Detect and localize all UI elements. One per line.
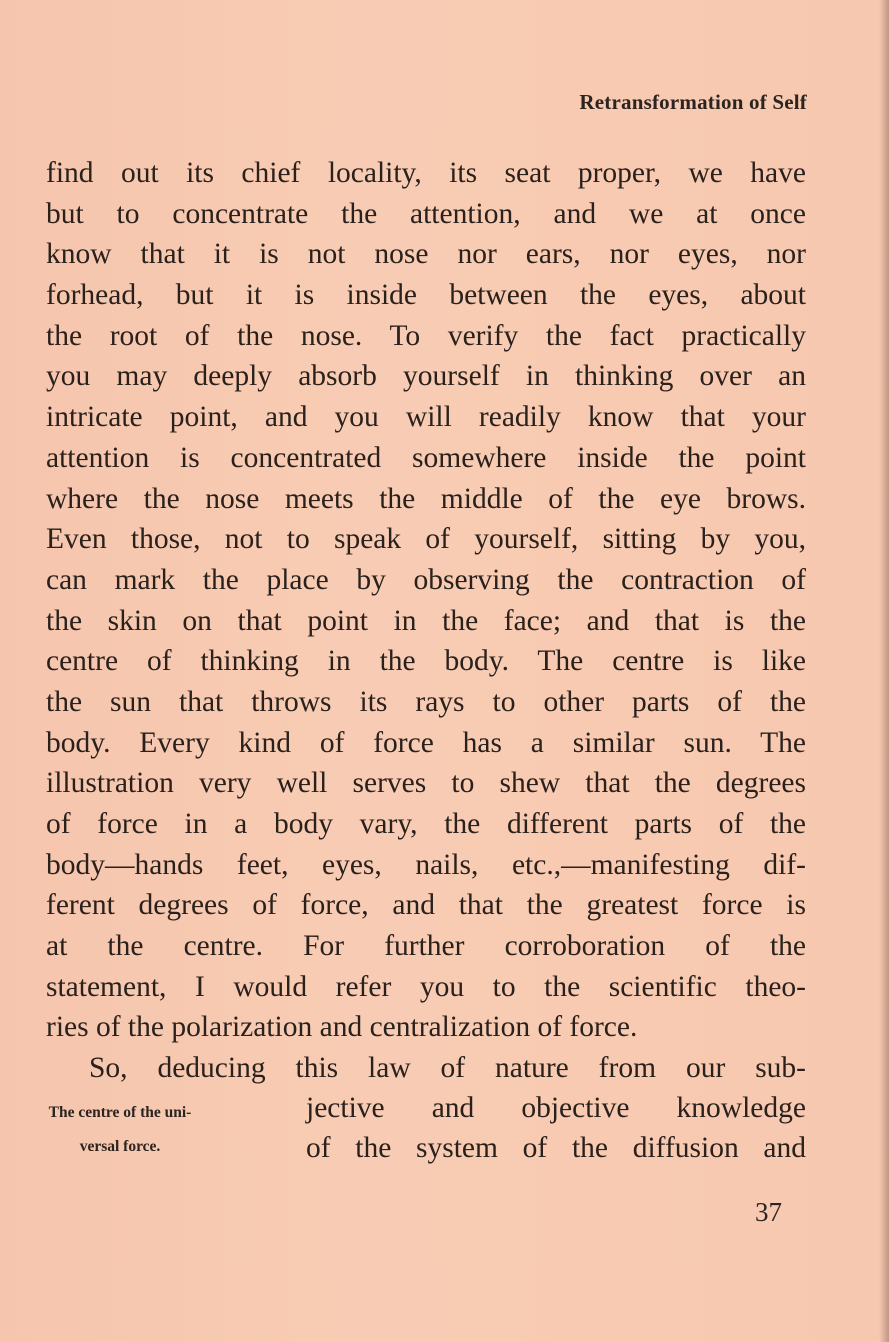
text-line: Even those, not to speak of yourself, sitting by you, (46, 523, 806, 556)
text-line: at the centre. For further corroboration of the (46, 930, 806, 963)
margin-note-line: The centre of the uni- (48, 1104, 192, 1121)
text-line: jective and objective knowledge (306, 1092, 806, 1124)
text-line: find out its chief locality, its seat proper, we have (46, 157, 806, 189)
text-line: ferent degrees of force, and that the greatest force is (46, 889, 806, 922)
text-line: ries of the polarization and centralization of force. (46, 1011, 638, 1044)
text-line: can mark the place by observing the contraction of (46, 563, 806, 596)
text-line: centre of thinking in the body. The centre is like (46, 645, 806, 678)
text-line: attention is concentrated somewhere inside the point (46, 441, 806, 474)
text-line: body—hands feet, eyes, nails, etc.,—manifesting dif- (46, 848, 806, 881)
text-line: of force in a body vary, the different parts of the (46, 808, 806, 840)
text-line: where the nose meets the middle of the eye brows. (46, 482, 806, 515)
text-line: the root of the nose. To verify the fact practically (46, 319, 806, 352)
margin-note-line: versal force. (79, 1138, 161, 1155)
text-line: the sun that throws its rays to other parts of the (46, 685, 806, 718)
paragraph-2-first-line: So, deducing this law of nature from our sub- (89, 1052, 806, 1085)
text-line: body. Every kind of force has a similar sun. The (46, 726, 806, 759)
text-line: you may deeply absorb yourself in thinking over an (46, 360, 806, 393)
text-line: forhead, but it is inside between the eyes, about (46, 279, 806, 312)
text-line: know that it is not nose nor ears, nor eyes, nor (46, 238, 806, 271)
text-line: of the system of the diffusion and (306, 1132, 806, 1164)
page-edge-shadow (879, 0, 889, 1342)
text-line: the skin on that point in the face; and that is the (46, 604, 806, 637)
text-line: illustration very well serves to shew that the degrees (46, 767, 806, 800)
paragraph-1 (46, 153, 806, 1089)
text-line: but to concentrate the attention, and we at once (46, 197, 806, 230)
text-line: intricate point, and you will readily know that your (46, 401, 806, 434)
page-number: 37 (755, 1197, 782, 1227)
text-line: statement, I would refer you to the scientific theo- (46, 970, 806, 1003)
running-header: Retransformation of Self (579, 90, 807, 114)
margin-note (0, 1096, 240, 1164)
